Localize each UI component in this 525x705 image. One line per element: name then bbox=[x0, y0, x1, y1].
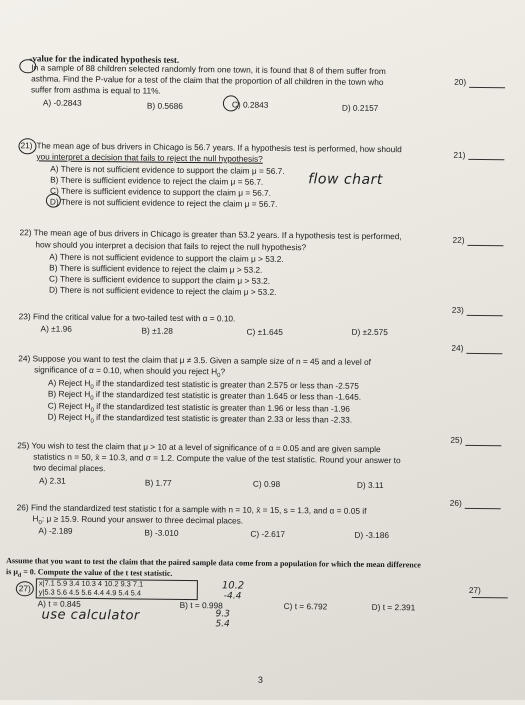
q26-number-label: 26) bbox=[449, 497, 462, 508]
handwritten-scribble: 9.3 bbox=[215, 609, 230, 620]
section-title: -value for the indicated hypothesis test. bbox=[29, 53, 180, 65]
handwritten-note: use calculator bbox=[41, 607, 140, 624]
q25-answer-blank[interactable] bbox=[465, 445, 501, 446]
q24-line2: significance of α = 0.10, when should you reject $H_0$? bbox=[34, 364, 226, 379]
q24-answer-blank[interactable] bbox=[466, 353, 502, 354]
q21-option-a: A) There is not sufficient evidence to support the claim μ = 56.7. bbox=[50, 163, 285, 176]
q27-option-b: B) t = 0.998 bbox=[179, 599, 223, 611]
q20-line3: suffer from asthma is equal to 11%. bbox=[31, 84, 161, 96]
q21-option-b: B) There is sufficient evidence to reject the claim μ = 56.7. bbox=[50, 174, 264, 187]
q21-line2: you interpret a decision that fails to reject the null hypothesis? bbox=[36, 151, 263, 164]
q21-number: 21) bbox=[20, 140, 33, 151]
page-number: 3 bbox=[257, 674, 263, 685]
q23-option-b: B) ±1.28 bbox=[141, 325, 173, 336]
q24-option-d: D) Reject $H_0$ if the standardized test statistic is greater than 2.33 or less than -2.33. bbox=[47, 411, 353, 425]
q22-option-a: A) There is not sufficient evidence to support the claim μ > 53.2. bbox=[49, 251, 284, 264]
q20-option-c: C) 0.2843 bbox=[231, 99, 269, 110]
q25-option-d: D) 3.11 bbox=[356, 479, 384, 491]
q21-option-d: D) There is not sufficient evidence to reject the claim μ = 56.7. bbox=[49, 196, 278, 209]
q25-line3: two decimal places. bbox=[33, 462, 106, 474]
q24-option-a: A) Reject $H_0$ if the standardized test statistic is greater than 2.575 or less than -2.575 bbox=[47, 377, 360, 391]
q20-answer-blank[interactable] bbox=[469, 87, 505, 88]
q26-line2: $H_0$: μ ≥ 15.9. Round your answer to three decimal places. bbox=[32, 513, 244, 527]
q23-answer-blank[interactable] bbox=[467, 315, 503, 316]
q22-line2: how should you interpret a decision that fails to reject the null hypothesis? bbox=[35, 239, 307, 253]
q26-option-d: D) -3.186 bbox=[354, 529, 390, 541]
q23-option-a: A) ±1.96 bbox=[40, 323, 72, 334]
q20-line1: In a sample of 88 children selected randomly from one town, it is found that 8 of them suffer from bbox=[31, 62, 386, 77]
q26-option-b: B) -3.010 bbox=[144, 527, 179, 538]
q25-line1: 25) You wish to test the claim that μ > 10 at a level of significance of α = 0.05 and are given sample bbox=[17, 440, 381, 455]
q27-intro-line1: Assume that you want to test the claim that the paired sample data come from a population for which the mean difference bbox=[6, 556, 421, 570]
q26-line1: 26) Find the standardized test statistic t for a sample with n = 10, x̄ = 15, s = 1.3, and α = 0.05 if bbox=[16, 502, 367, 516]
q25-line2: statistics n = 50, x̄ = 10.3, and σ = 1.2. Compute the value of the test statistic. Round your answer to bbox=[33, 451, 401, 466]
q27-answer-blank[interactable] bbox=[472, 597, 508, 598]
q27-number: 27) bbox=[18, 583, 31, 594]
handwritten-note: flow chart bbox=[308, 171, 383, 189]
q24-number-label: 24) bbox=[451, 342, 464, 353]
q21-line1: The mean age of bus drivers in Chicago is 56.7 years. If a hypothesis test is performed, how should bbox=[36, 140, 402, 155]
q27-option-d: D) t = 2.391 bbox=[371, 601, 416, 613]
q24-line1: 24) Suppose you want to test the claim that μ ≠ 3.5. Given a sample size of n = 45 and a level of bbox=[18, 353, 371, 367]
q25-option-a: A) 2.31 bbox=[38, 475, 66, 486]
handwritten-scribble: 10.2 bbox=[221, 580, 245, 592]
q22-line1: 22) The mean age of bus drivers in Chicago is greater than 53.2 years. If a hypothesis test is performed, bbox=[19, 227, 402, 242]
q20-option-b: B) 0.5686 bbox=[146, 100, 183, 111]
q22-option-c: C) There is sufficient evidence to support the claim μ > 53.2. bbox=[49, 273, 271, 286]
q23-number-label: 23) bbox=[451, 304, 464, 315]
q21-answer-blank[interactable] bbox=[468, 159, 504, 160]
q25-option-c: C) 0.98 bbox=[252, 478, 281, 489]
q22-answer-blank[interactable] bbox=[467, 245, 503, 246]
q23-line1: 23) Find the critical value for a two-tailed test with α = 0.10. bbox=[18, 311, 236, 324]
q22-number-label: 22) bbox=[452, 234, 465, 245]
q22-option-d: D) There is not sufficient evidence to reject the claim μ > 53.2. bbox=[48, 284, 277, 297]
q27-option-c: C) t = 6.792 bbox=[283, 601, 328, 612]
handwritten-scribble: 5.4 bbox=[215, 619, 230, 630]
q23-option-d: D) ±2.575 bbox=[351, 326, 388, 338]
q20-number-label: 20) bbox=[454, 76, 467, 87]
q23-option-c: C) ±1.645 bbox=[246, 326, 283, 337]
q21-number-label: 21) bbox=[453, 149, 466, 160]
q27-number-label: 27) bbox=[468, 584, 481, 596]
q20-option-a: A) -0.2843 bbox=[42, 97, 82, 108]
q26-option-c: C) -2.617 bbox=[250, 528, 286, 540]
q25-number-label: 25) bbox=[450, 434, 463, 445]
q24-option-b: B) Reject $H_0$ if the standardized test statistic is greater than 1.645 or less than -1.645. bbox=[47, 388, 362, 402]
handwritten-scribble: -4.4 bbox=[223, 591, 242, 602]
paired-data-row-x: x|7.1 5.9 3.4 10.3 4 10.2 9.3 7.1 bbox=[38, 578, 144, 589]
q21-option-c: C) There is sufficient evidence to support the claim μ = 56.7. bbox=[49, 185, 272, 198]
paired-data-row-y: y|5.3 5.6 4.5 5.6 4.4 4.9 5.4 5.4 bbox=[38, 587, 142, 598]
q25-option-b: B) 1.77 bbox=[144, 477, 172, 488]
q22-option-b: B) There is sufficient evidence to reject the claim μ > 53.2. bbox=[49, 262, 263, 275]
q27-intro-line2: is $\mu_d = 0$. Compute the value of the t test statistic. bbox=[5, 567, 173, 579]
q26-option-a: A) -2.189 bbox=[38, 525, 73, 536]
q24-option-c: C) Reject $H_0$ if the standardized test statistic is greater than 1.96 or less than -1.96 bbox=[47, 400, 350, 414]
q27-option-a: A) t = 0.845 bbox=[37, 598, 81, 609]
q20-option-d: D) 0.2157 bbox=[341, 102, 379, 113]
q26-answer-blank[interactable] bbox=[465, 508, 501, 509]
q20-line2: asthma. Find the P-value for a test of the claim that the proportion of all children in the town who bbox=[31, 73, 384, 88]
